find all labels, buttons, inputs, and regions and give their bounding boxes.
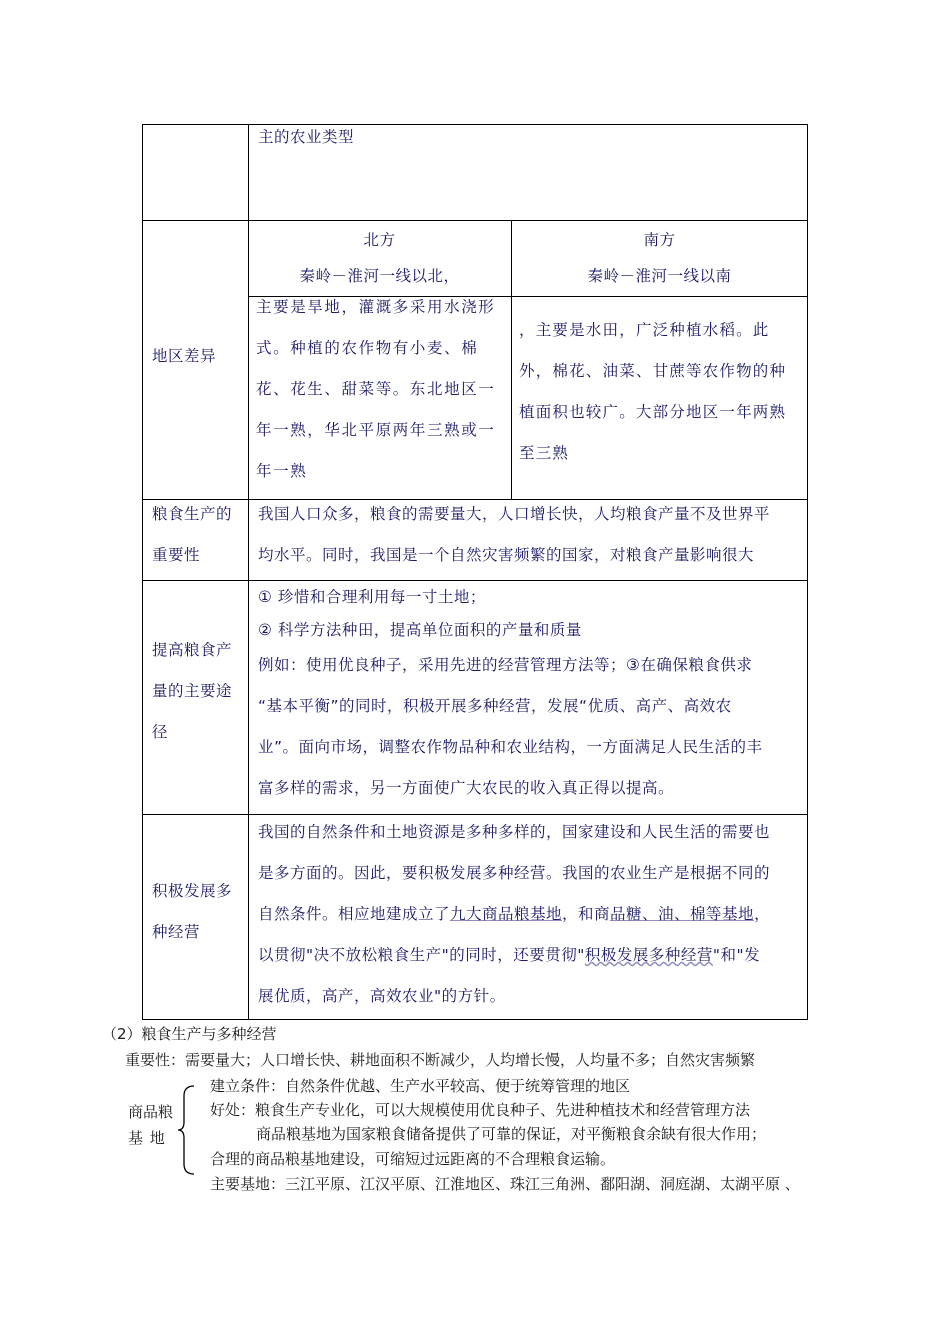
ways-line: 富多样的需求，另一方面使广大农民的收入真正得以提高。 xyxy=(258,779,675,797)
south-description xyxy=(519,310,805,474)
south-line: 植面积也较广。大部分地区一年两熟 xyxy=(519,403,787,421)
base-benefit-3: 合理的商品粮基地建设，可缩短过远距离的不合理粮食运输。 xyxy=(210,1150,616,1168)
main-bases: 主要基地：三江平原、江汉平原、江淮地区、珠江三角洲、鄱阳湖、洞庭湖、太湖平原 、 xyxy=(210,1175,800,1193)
commodity-base-label-2: 基 地 xyxy=(128,1129,166,1147)
base-benefit-2: 商品粮基地为国家粮食储备提供了可靠的保证，对平衡粮食余缺有很大作用； xyxy=(256,1125,767,1143)
ways-label-line: 提高粮食产 xyxy=(152,641,233,659)
importance-content xyxy=(258,494,806,576)
diverse-line: 是多方面的。因此，要积极发展多种经营。我国的农业生产是根据不同的 xyxy=(258,864,771,882)
diverse-line: 我国的自然条件和土地资源是多种多样的，国家建设和人民生活的需要也 xyxy=(258,823,771,841)
commodity-base-label-1: 商品粮 xyxy=(128,1103,174,1121)
importance-line: 均水平。同时，我国是一个自然灾害频繁的国家，对粮食产量影响很大 xyxy=(258,546,755,564)
south-subtitle: 秦岭－淮河一线以南 xyxy=(587,267,732,285)
ways-line: ① 珍惜和合理利用每一寸土地； xyxy=(258,588,486,606)
ways-label xyxy=(152,630,232,753)
north-subtitle: 秦岭－淮河一线以北， xyxy=(299,267,460,285)
region-label: 地区差异 xyxy=(152,347,217,365)
other-bases: 品糖、油、棉等基地 xyxy=(610,905,755,923)
north-header xyxy=(248,222,511,294)
diverse-text: ， xyxy=(754,905,771,923)
importance-label-line: 重要性 xyxy=(152,546,201,564)
north-line: 花、花生、甜菜等。东北地区一 xyxy=(256,380,496,398)
diverse-line xyxy=(258,935,806,976)
base-condition: 建立条件：自然条件优越、生产水平较高、便于统筹管理的地区 xyxy=(210,1077,631,1095)
south-line: 至三熟 xyxy=(519,444,570,462)
south-line: ，主要是水田，广泛种植水稻。此 xyxy=(519,321,770,339)
south-title: 南方 xyxy=(643,231,676,249)
ways-line: 业”。面向市场，调整农作物品种和农业结构，一方面满足人民生活的丰 xyxy=(258,738,763,756)
table-border-left xyxy=(142,124,143,1020)
ways-label-line: 径 xyxy=(152,723,169,741)
diverse-policy: 积极发展多种经营 xyxy=(584,946,713,964)
diverse-text: ，和商 xyxy=(562,905,611,923)
farming-type-cell: 主的农业类型 xyxy=(258,128,355,146)
table-border-bottom xyxy=(142,1019,808,1020)
north-title: 北方 xyxy=(363,231,396,249)
diverse-line: 展优质，高产，高效农业"的方针。 xyxy=(258,987,506,1005)
diverse-text: 自然条件。相应地建成立了 xyxy=(258,905,451,923)
importance-label xyxy=(152,494,232,576)
south-header xyxy=(511,222,808,294)
ways-line: 例如：使用优良种子，采用先进的经营管理方法等；③在确保粮食供求 xyxy=(258,656,753,674)
south-line: 外，棉花、油菜、甘蔗等农作物的种 xyxy=(519,362,787,380)
base-benefit: 好处：粮食生产专业化，可以大规模使用优良种子、先进种植技术和经营管理方法 xyxy=(210,1101,751,1119)
agriculture-table xyxy=(142,124,808,1020)
north-description xyxy=(256,287,508,492)
north-line: 年一熟，华北平原两年三熟或一 xyxy=(256,421,496,439)
diverse-label-line: 种经营 xyxy=(152,923,201,941)
ways-content xyxy=(258,580,806,809)
ways-label-line: 量的主要途 xyxy=(152,682,233,700)
diverse-content xyxy=(258,812,806,1017)
nine-grain-bases: 九大商品粮基地 xyxy=(450,905,563,923)
diverse-label-line: 积极发展多 xyxy=(152,882,233,900)
region-divider-south xyxy=(511,296,808,297)
importance-line: 我国人口众多，粮食的需要量大，人口增长快，人均粮食产量不及世界平 xyxy=(258,505,771,523)
ways-line: “基本平衡”的同时，积极开展多种经营，发展“优质、高产、高效农 xyxy=(258,697,732,715)
north-line: 式。种植的农作物有小麦、棉 xyxy=(256,339,479,357)
row-divider-1 xyxy=(142,220,808,221)
north-line: 主要是旱地，灌溉多采用水浇形 xyxy=(256,298,496,316)
diverse-text: 以贯彻"决不放松粮食生产"的同时，还要贯彻" xyxy=(258,946,585,964)
diverse-label xyxy=(152,871,232,953)
diverse-line xyxy=(258,894,806,935)
north-line: 年一熟 xyxy=(256,462,308,480)
importance-summary: 重要性：需要量大；人口增长快、耕地面积不断减少，人均增长慢，人均量不多；自然灾害频繁 xyxy=(125,1051,756,1069)
diverse-text: "和"发 xyxy=(712,946,761,964)
brace-icon xyxy=(176,1084,198,1176)
importance-label-line: 粮食生产的 xyxy=(152,505,233,523)
ways-line: ② 科学方法种田，提高单位面积的产量和质量 xyxy=(258,621,582,639)
section-heading: （2）粮食生产与多种经营 xyxy=(102,1025,277,1043)
